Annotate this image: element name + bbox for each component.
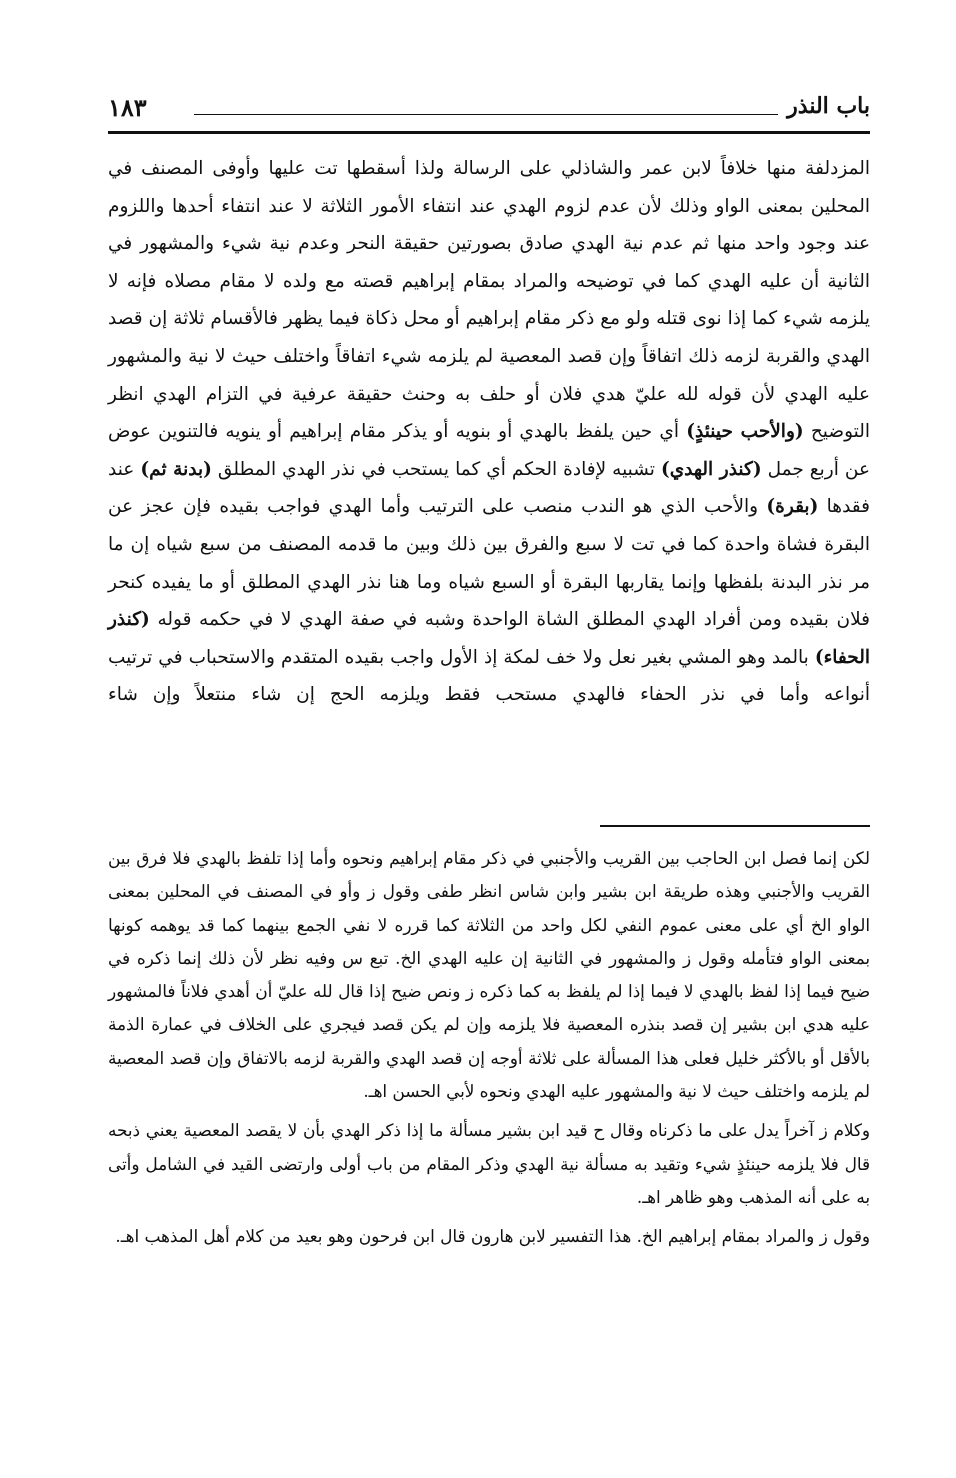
text-segment: بالمد وهو المشي بغير نعل ولا خف لمكة إذ الأول واجب بقيده المتقدم والاستحباب في ترتيب أنواعه وأما في نذر الحفاء فالهدي مستحب فقط ويلزمه الحج إن شاء منتعلاً وإن شاء: [108, 646, 870, 706]
main-text: [108, 150, 870, 714]
footnote-paragraph: لكن إنما فصل ابن الحاجب بين القريب والأجنبي في ذكر مقام إبراهيم ونحوه وأما إذا تلفظ بالهدي فلا فرق بين القريب والأجنبي وهذه طريقة ابن بشير وابن شاس انظر طفى وقول ز وأو في المصنف في المحلين بمعنى الواو الخ أي على معنى عموم النفي لكل واحد من الثلاثة كما قرره لا نفي الجمع بينهما كما قد يوهمه كونها بمعنى الواو فتأمله وقول ز والمشهور في الثانية إن عليه الهدي الخ. تبع س وفيه نظر لأن ذلك إنما ذكره في ضيح فيما إذا لفظ بالهدي لا فيما إذا لم يلفظ به كما ذكره ز ونص ضيح إذا قال لله عليّ أن أهدي فلاناً فالمشهور عليه هدي ابن بشير إن قصد بنذره المعصية فلا يلزمه وإن لم يكن قصد فيجري على الخلاف في عمارة الذمة بالأقل أو بالأكثر خليل فعلى هذا المسألة على ثلاثة أوجه إن قصد الهدي والقربة لزمه بالاتفاق وإن قصد المعصية لم يلزمه واختلف حيث لا نية والمشهور عليه الهدي ونحوه لأبي الحسن اهـ.: [108, 848, 870, 1102]
header-rule: [108, 131, 870, 134]
text-segment: تشبيه لإفادة الحكم أي كما يستحب في نذر الهدي المطلق: [217, 458, 655, 480]
page-header: [108, 93, 870, 133]
footnotes: [108, 842, 870, 1260]
header-divider: [194, 114, 778, 115]
text-segment: أي حين يلفظ بالهدي أو بنويه أو يذكر مقام إبراهيم أو ينويه فالتنوين عوض عن أربع جمل: [108, 421, 870, 480]
text-segment: المزدلفة منها خلافاً لابن عمر والشاذلي على الرسالة ولذا أسقطها تت عليها وأوفى المصنف في المحلين بمعنى الواو وذلك لأن عدم لزوم الهدي عند انتفاء الأمور الثلاثة لا عند انتفاء أحدها واللزوم عند وجود واحد منها ثم عدم نية الهدي صادق بصورتين حقيقة النحر وعدم نية شيء والمشهور في الثانية أن عليه الهدي كما في توضيحه والمراد بمقام إبراهيم قصته مع ولده لا مقام مصلاه فإنه لا يلزمه شيء كما إذا نوى قتله ولو مع ذكر مقام إبراهيم أو محل ذكاة فيما يظهر فالأقسام ثلاثة إن قصد الهدي والقربة لزمه ذلك اتفاقاً وإن قصد المعصية لم يلزمه شيء اتفاقاً واختلف حيث لا نية والمشهور عليه الهدي لأن قوله لله عليّ هدي فلان أو حلف به وحنث حقيقة عرفية في التزام الهدي انظر التوضيح: [108, 158, 870, 443]
text-segment: عند فقدها: [108, 458, 870, 518]
bold-term: (بدنة ثم): [140, 458, 212, 480]
bold-term: (كنذر الهدي): [660, 458, 762, 480]
text-segment: والأحب الذي هو الندب منصب على الترتيب وأما الهدي فواجب بقيده فإن عجز عن البقرة فشاة واحدة كما في تت لا سبع والفرق بين ذلك وبين ما قدمه المصنف من سبع شياه إن ما مر نذر البدنة بلفظها وإنما يقاربها البقرة أو السبع شياه وما هنا نذر الهدي المطلق أو ما يفيده كنحر فلان بقيده ومن أفراد الهدي المطلق الشاة الواحدة وشبه في صفة الهدي لا في حكمه قوله: [108, 496, 870, 631]
footnote-divider: [600, 825, 870, 827]
chapter-title: باب النذر: [787, 93, 870, 119]
main-paragraph: [108, 150, 870, 714]
footnote-paragraph: وكلام ز آخراً يدل على ما ذكرناه وقال ح قيد ابن بشير مسألة ما إذا ذكر الهدي بأن لا يقصد المعصية يعني ذبحه قال فلا يلزمه حينئذٍ شيء وتقيد به مسألة نية الهدي وذكر المقام من باب أولى وارتضى القيد في الشامل وأتى به على أنه المذهب وهو ظاهر اهـ.: [108, 1120, 870, 1207]
bold-term: (والأحب حينئذٍ): [686, 421, 804, 443]
bold-term: (كنذر الحفاء): [108, 609, 870, 668]
bold-term: (بقرة): [766, 496, 819, 518]
page-number: ١٨٣: [108, 93, 147, 122]
footnote-paragraph: وقول ز والمراد بمقام إبراهيم الخ. هذا التفسير لابن هارون قال ابن فرحون وهو بعيد من كلام أهل المذهب اهـ.: [115, 1226, 870, 1247]
